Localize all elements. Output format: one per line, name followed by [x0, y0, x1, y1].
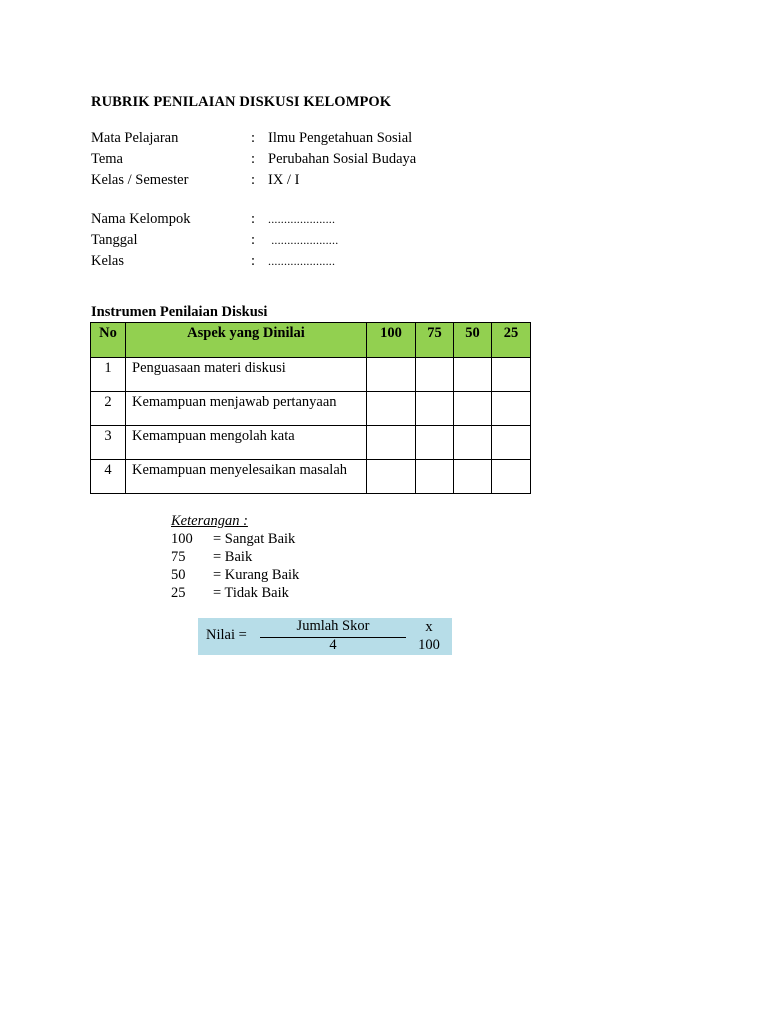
row-aspect: Kemampuan mengolah kata	[126, 426, 367, 460]
score-formula	[198, 618, 452, 655]
row-number: 3	[91, 426, 126, 460]
rubric-table	[90, 322, 531, 494]
info-colon: :	[251, 253, 256, 269]
score-cell-100	[367, 460, 416, 494]
info-value: Ilmu Pengetahuan Sosial	[268, 130, 413, 146]
info-colon: :	[251, 130, 256, 146]
row-aspect: Kemampuan menjawab pertanyaan	[126, 392, 367, 426]
info-label: Nama Kelompok	[91, 211, 191, 227]
blank-field: .....................	[268, 212, 336, 226]
row-number: 2	[91, 392, 126, 426]
formula-multiplier: 100	[418, 637, 440, 653]
info-label: Tanggal	[91, 232, 138, 248]
table-row	[91, 358, 531, 392]
score-cell-100	[367, 392, 416, 426]
score-cell-75	[416, 358, 454, 392]
info-colon: :	[251, 211, 256, 227]
legend-desc: = Baik	[213, 549, 253, 565]
info-value: Perubahan Sosial Budaya	[268, 151, 417, 167]
section-heading: Instrumen Penilaian Diskusi	[91, 304, 268, 320]
row-aspect: Kemampuan menyelesaikan masalah	[126, 460, 367, 494]
score-cell-75	[416, 392, 454, 426]
header-no: No	[91, 323, 126, 358]
info-colon: :	[251, 151, 256, 167]
formula-label: Nilai =	[206, 627, 247, 643]
table-row	[91, 460, 531, 494]
score-cell-25	[492, 460, 531, 494]
info-colon: :	[251, 172, 256, 188]
header-score-75: 75	[416, 323, 454, 358]
header-aspek: Aspek yang Dinilai	[126, 323, 367, 358]
score-cell-25	[492, 426, 531, 460]
blank-field: .....................	[268, 254, 336, 268]
header-score-50: 50	[454, 323, 492, 358]
legend-code: 75	[171, 549, 186, 565]
info-label: Kelas	[91, 253, 125, 269]
legend-code: 100	[171, 531, 193, 547]
score-cell-25	[492, 392, 531, 426]
header-score-100: 100	[367, 323, 416, 358]
legend-item	[171, 584, 289, 602]
score-cell-50	[454, 392, 492, 426]
info-label: Kelas / Semester	[91, 172, 189, 188]
blank-field: .....................	[268, 233, 339, 247]
document-title: RUBRIK PENILAIAN DISKUSI KELOMPOK	[91, 94, 392, 110]
table-row	[91, 392, 531, 426]
legend-heading: Keterangan :	[171, 513, 248, 529]
table-row	[91, 426, 531, 460]
row-aspect: Penguasaan materi diskusi	[126, 358, 367, 392]
score-cell-50	[454, 460, 492, 494]
score-cell-50	[454, 358, 492, 392]
formula-operator: x	[425, 619, 433, 635]
legend-code: 50	[171, 567, 186, 583]
score-cell-100	[367, 358, 416, 392]
row-number: 4	[91, 460, 126, 494]
score-cell-25	[492, 358, 531, 392]
legend-desc: = Tidak Baik	[213, 585, 289, 601]
legend-item	[171, 566, 300, 584]
score-cell-75	[416, 426, 454, 460]
score-legend	[171, 512, 300, 602]
info-label: Tema	[91, 151, 123, 167]
formula-denominator: 4	[329, 637, 337, 653]
info-colon: :	[251, 232, 256, 248]
formula-numerator: Jumlah Skor	[296, 618, 370, 634]
header-score-25: 25	[492, 323, 531, 358]
legend-item	[171, 548, 253, 566]
legend-desc: = Sangat Baik	[213, 531, 296, 547]
row-number: 1	[91, 358, 126, 392]
legend-code: 25	[171, 585, 186, 601]
info-label: Mata Pelajaran	[91, 130, 179, 146]
table-header-row	[91, 323, 531, 358]
info-value: IX / I	[268, 172, 300, 188]
legend-item	[171, 530, 296, 548]
score-cell-100	[367, 426, 416, 460]
legend-desc: = Kurang Baik	[213, 567, 300, 583]
score-cell-75	[416, 460, 454, 494]
score-cell-50	[454, 426, 492, 460]
